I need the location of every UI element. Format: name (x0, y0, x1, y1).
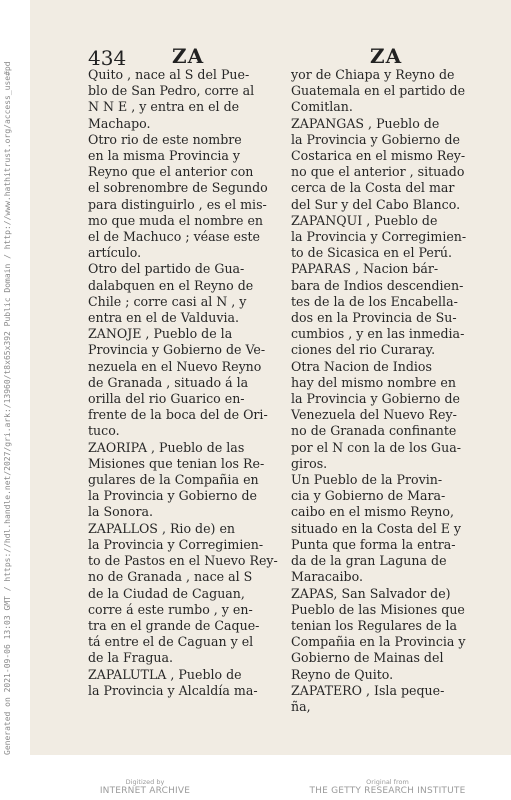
paragraph: ZAPATERO , Isla peque- ña, (291, 682, 445, 714)
paragraph: Un Pueblo de la Provin- cia y Gobierno de Mara- caibo en el mismo Reyno, situado en la Costa del E y Punta que forma la entra- da de la gran Laguna de Maracaibo. (291, 472, 462, 585)
left-column (88, 67, 281, 699)
page-number: 434 (88, 46, 127, 70)
hathitrust-watermark: Generated on 2021-09-06 13:03 GMT / https://hdl.handle.net/2027/gri.ark:/13960/t8x65x392 Public Domain / http://www.hathitrust.org/access_use#pd (3, 61, 12, 755)
paragraph: ZAPANGAS , Pueblo de la Provincia y Gobierno de Costarica en el mismo Rey- no que el anterior , situado cerca de la Costa del mar del Sur y del Cabo Blanco. (291, 115, 466, 212)
footer-original-from (300, 778, 475, 797)
footer-left-name: INTERNET ARCHIVE (99, 786, 191, 796)
footer-right-name: THE GETTY RESEARCH INSTITUTE (309, 786, 466, 796)
footer-digitized-by (80, 778, 210, 797)
paragraph: ZAPALLOS , Rio de) en la Provincia y Corregimien- to de Pastos en el Nuevo Rey- no de Granada , nace al S de la Ciudad de Caguan, corre á este rumbo , y en- tra en el grande de Caque- tá entre el de Caguan y el de la Fragua. (88, 520, 278, 666)
paragraph: Otra Nacion de Indios hay del mismo nombre en la Provincia y Gobierno de Venezuela del Nuevo Rey- no de Granada confinante por el N con la de los Gua- giros. (291, 358, 461, 471)
header-left: ZA (172, 44, 205, 68)
footer-left-caption: Digitized by (125, 778, 165, 786)
paragraph: ZAPANQUI , Pueblo de la Provincia y Corregimien- to de Sicasica en el Perú. (291, 212, 467, 261)
paragraph: ZAPALUTLA , Pueblo de la Provincia y Alcaldía ma- (88, 666, 258, 698)
paragraph: PAPARAS , Nacion bár- bara de Indios descendien- tes de la de los Encabella- dos en la Provincia de Su- cumbios , y en las inmedia- ciones del rio Curaray. (291, 261, 465, 358)
right-column (291, 67, 471, 715)
paragraph: Quito , nace al S del Pue- blo de San Pedro, corre al N N E , y entra en el de Machapo. (88, 67, 255, 131)
paragraph: ZANOJE , Pueblo de la Provincia y Gobierno de Ve- nezuela en el Nuevo Reyno de Granada , situado á la orilla del rio Guarico en- frente de la boca del de Ori- tuco. (88, 326, 268, 439)
paragraph: Otro del partido de Gua- dalabquen en el Reyno de Chile ; corre casi al N , y entra en el de Valduvia. (88, 261, 254, 326)
paragraph: Otro rio de este nombre en la misma Provincia y Reyno que el anterior con el sobrenombre de Segundo para distinguirlo , es el mis- mo que muda el nombre en el de Machuco ; véase este artículo. (88, 131, 268, 261)
header-right: ZA (370, 44, 403, 68)
paragraph: yor de Chiapa y Reyno de Guatemala en el partido de Comitlan. (291, 67, 466, 115)
paragraph: ZAORIPA , Pueblo de las Misiones que tenian los Re- gulares de la Compañia en la Provincia y Gobierno de la Sonora. (88, 439, 265, 520)
footer-right-caption: Original from (366, 778, 409, 786)
paragraph: ZAPAS, San Salvador de) Pueblo de las Misiones que tenian los Regulares de la Compañia en la Provincia y Gobierno de Mainas del Reyno de Quito. (291, 585, 466, 682)
